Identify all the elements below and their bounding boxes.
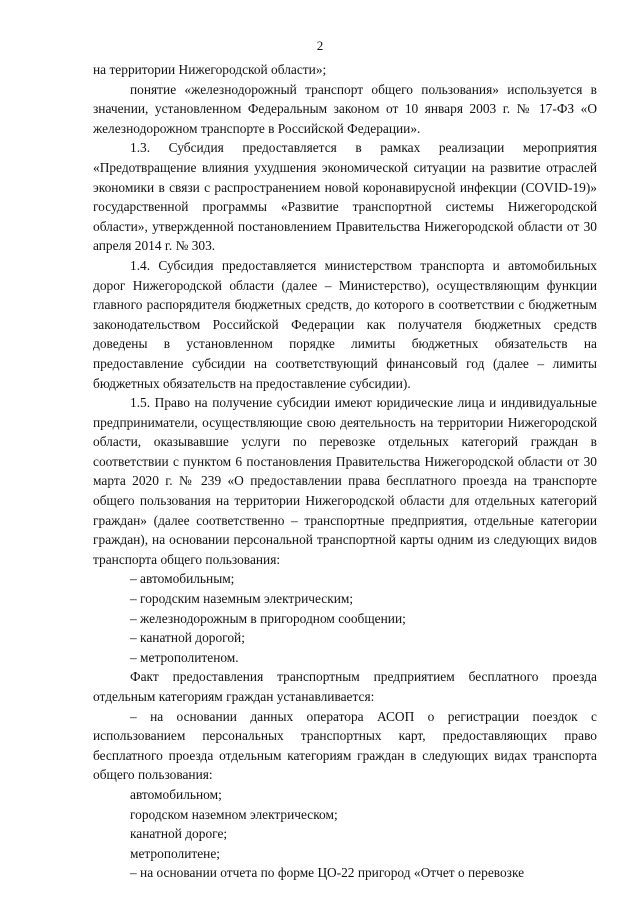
list-item: – канатной дорогой; bbox=[130, 630, 245, 646]
list-item: канатной дороге; bbox=[130, 826, 228, 842]
paragraph: на территории Нижегородской области»; bbox=[93, 62, 327, 77]
list-item: – автомобильным; bbox=[130, 571, 235, 587]
paragraph: понятие «железнодорожный транспорт общего пользования» используется в значении, установленном Федеральным законом от 10 января 2003 г. № 17-ФЗ «О железнодорожном транспорте в Российской Федерации». bbox=[93, 81, 597, 136]
paragraph: 1.5. Право на получение субсидии имеют юридические лица и индивидуальные предприниматели, осуществляющие свою деятельность на территории Нижегородской области, оказывавшие услуги по перевозке отдельных категорий граждан в соответствии с пунктом 6 постановления Правительства Нижегородской области от 30 марта 2020 г. № 239 «О предоставлении права бесплатного проезда на транспорте общего пользования на территории Нижегородской области для отдельных категорий граждан» (далее соответственно – транспортные предприятия, отдельные категории граждан), на основании персональной транспортной карты одним из следующих видов транспорта общего пользования: bbox=[93, 395, 597, 567]
paragraph: – на основании данных оператора АСОП о регистрации поездок с использованием персональных транспортных карт, предоставляющих право бесплатного проезда отдельным категориям граждан в следующих видах транспорта общего пользования: bbox=[93, 708, 597, 783]
list-item: – железнодорожным в пригородном сообщении; bbox=[130, 610, 406, 626]
paragraph: Факт предоставления транспортным предприятием бесплатного проезда отдельным категориям граждан устанавливается: bbox=[93, 669, 597, 704]
paragraph: – на основании отчета по форме ЦО-22 пригород «Отчет о перевозке bbox=[130, 865, 525, 881]
paragraph: 1.4. Субсидия предоставляется министерством транспорта и автомобильных дорог Нижегородской области (далее – Министерство), осуществляющим функции главного распорядителя бюджетных средств, до которого в соответствии с бюджетным законодательством Российской Федерации как получателя бюджетных средств доведены в установленном порядке лимиты бюджетных обязательств на предоставление субсидии на соответствующий финансовый год (далее – лимиты бюджетных обязательств на предоставление субсидии). bbox=[93, 257, 597, 391]
document-body bbox=[93, 60, 597, 883]
list-item: городском наземном электрическом; bbox=[130, 806, 338, 822]
list-item: метрополитене; bbox=[130, 845, 220, 861]
list-item: – городским наземным электрическим; bbox=[130, 591, 354, 607]
list-item: – метрополитеном. bbox=[130, 649, 239, 665]
page-number: 2 bbox=[316, 38, 324, 53]
paragraph: 1.3. Субсидия предоставляется в рамках реализации мероприятия «Предотвращение влияния ухудшения экономической ситуации на развитие отраслей экономики в связи с распространением новой коронавирусной инфекции (COVID-19)» государственной программы «Развитие транспортной системы Нижегородской области», утвержденной постановлением Правительства Нижегородской области от 30 апреля 2014 г. № 303. bbox=[93, 140, 597, 254]
list-item: автомобильном; bbox=[130, 786, 222, 802]
